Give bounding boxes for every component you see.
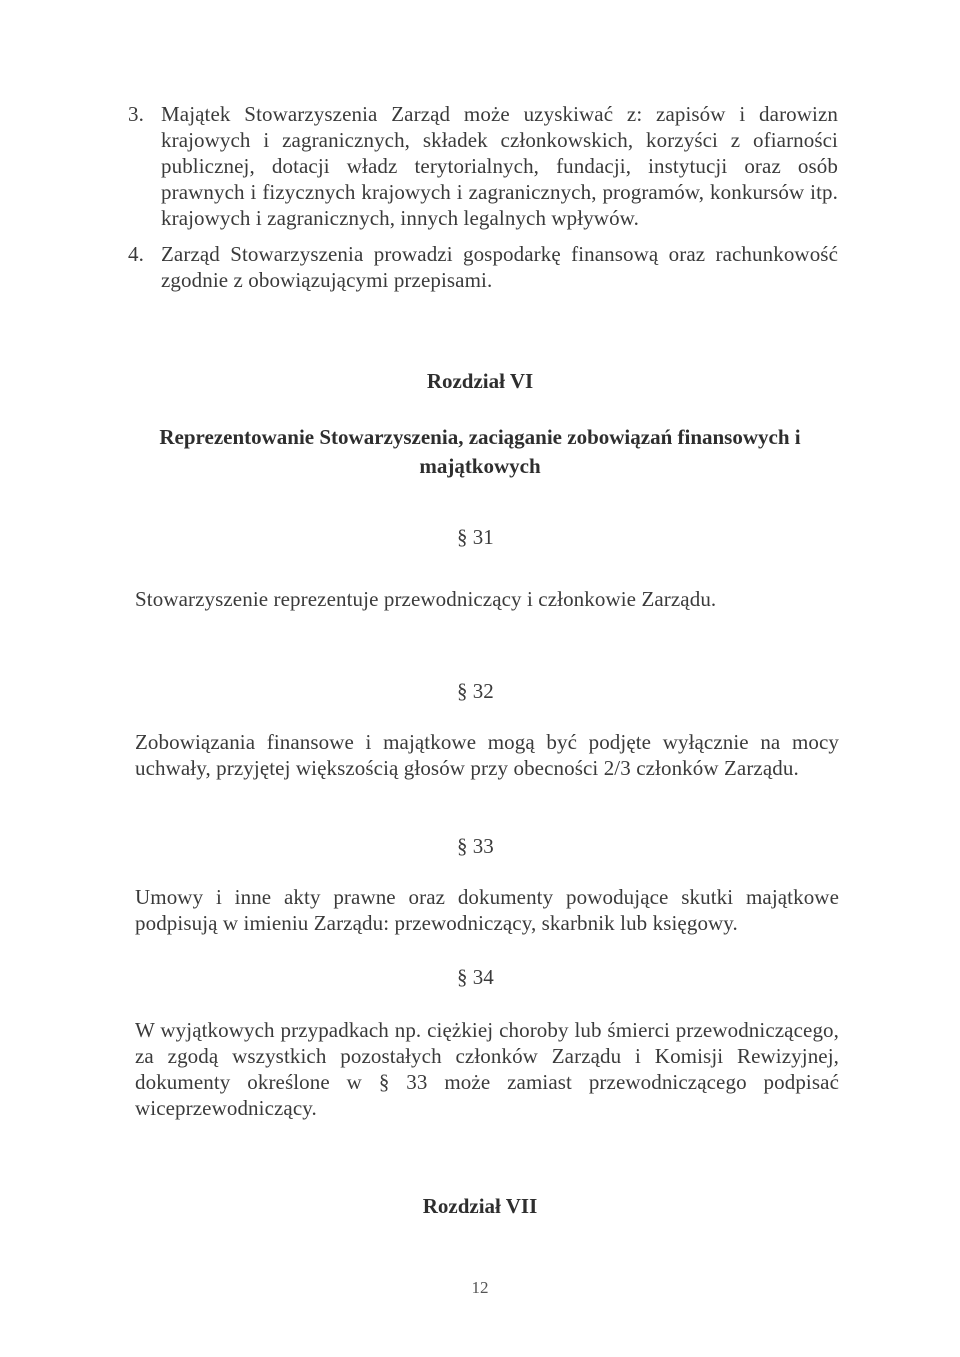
section-34-text: W wyjątkowych przypadkach np. ciężkiej choroby lub śmierci przewodniczącego, za zgodą wszystkich pozostałych członków Zarządu i Komisji Rewizyjnej, dokumenty określone w § 33 może zamiast przewodniczącego podpisać wiceprzewodniczący. [135, 1018, 839, 1120]
section-32-heading: § 32 [457, 679, 494, 703]
chapter-6-subtitle: Reprezentowanie Stowarzyszenia, zaciąganie zobowiązań finansowych i majątkowych [159, 425, 801, 478]
list-item-text: Majątek Stowarzyszenia Zarząd może uzyskiwać z: zapisów i darowizn krajowych i zagranicznych, składek członkowskich, korzyści z ofiarności publicznej, dotacji władz terytorialnych, fundacji, instytucji oraz osób prawnych i fizycznych krajowych i zagranicznych, programów, konkursów itp. krajowych i zagranicznych, innych legalnych wpływów. [161, 102, 838, 230]
section-33-text: Umowy i inne akty prawne oraz dokumenty powodujące skutki majątkowe podpisują w imieniu Zarządu: przewodniczący, skarbnik lub księgowy. [135, 885, 839, 935]
section-31-text: Stowarzyszenie reprezentuje przewodniczący i członkowie Zarządu. [135, 587, 717, 611]
chapter-6-title: Rozdział VI [426, 369, 534, 393]
section-32-text: Zobowiązania finansowe i majątkowe mogą być podjęte wyłącznie na mocy uchwały, przyjętej większością głosów przy obecności 2/3 członków Zarządu. [135, 730, 839, 780]
list-item-3 [128, 101, 838, 231]
chapter-7-title: Rozdział VII [422, 1194, 538, 1218]
section-34-heading: § 34 [457, 965, 494, 989]
section-33-heading: § 33 [457, 834, 494, 858]
list-item-number: 4. [128, 242, 144, 266]
list-item-4 [128, 241, 838, 293]
list-item-number: 3. [128, 102, 144, 126]
section-31-heading: § 31 [457, 525, 494, 549]
page-number: 12 [471, 1278, 489, 1297]
list-item-text: Zarząd Stowarzyszenia prowadzi gospodarkę finansową oraz rachunkowość zgodnie z obowiązującymi przepisami. [161, 242, 838, 292]
